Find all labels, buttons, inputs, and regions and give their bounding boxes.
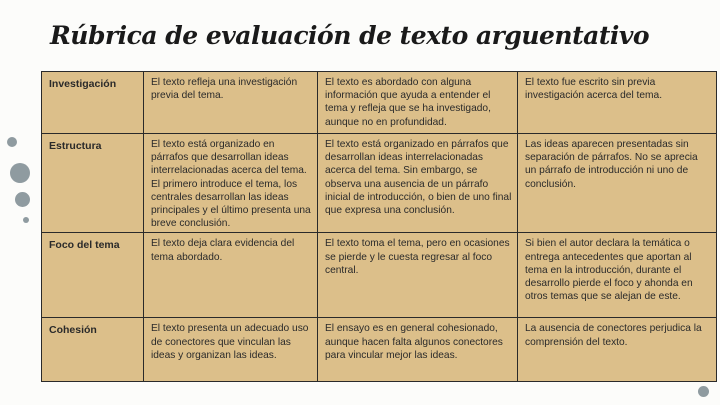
- rubric-table: [41, 71, 717, 382]
- level-cell: El texto presenta un adecuado uso de conectores que vinculan las ideas y organizan las ideas.: [144, 318, 318, 382]
- level-cell: Las ideas aparecen presentadas sin separación de párrafos. No se aprecia un párrafo de introducción ni uno de conclusión.: [518, 134, 717, 233]
- decorative-dot: [23, 217, 29, 223]
- level-cell: El texto fue escrito sin previa investigación acerca del tema.: [518, 72, 717, 134]
- level-cell: El texto es abordado con alguna información que ayuda a entender el tema y refleja que se ha investigado, aunque no en profundidad.: [318, 72, 518, 134]
- level-cell: Si bien el autor declara la temática o entrega antecedentes que aportan al tema en la introducción, durante el desarrollo pierde el foco y ahonda en otros temas que se alejan de este.: [518, 233, 717, 318]
- level-cell: El texto está organizado en párrafos que desarrollan ideas interrelacionadas acerca del tema. Sin embargo, se observa una ausencia de un párrafo inicial de introducción, o bien de uno final que expresa una conclusión.: [318, 134, 518, 233]
- level-cell: El texto está organizado en párrafos que desarrollan ideas interrelacionadas acerca del tema. El primero introduce el tema, los centrales desarrollan las ideas principales y el último presenta una breve conclusión.: [144, 134, 318, 233]
- decorative-dot: [698, 386, 709, 397]
- table-row: [42, 318, 717, 382]
- decorative-dot: [7, 137, 17, 147]
- level-cell: La ausencia de conectores perjudica la comprensión del texto.: [518, 318, 717, 382]
- criterion-cell: Estructura: [42, 134, 144, 233]
- level-cell: El texto deja clara evidencia del tema abordado.: [144, 233, 318, 318]
- level-cell: El texto toma el tema, pero en ocasiones se pierde y le cuesta regresar al foco central.: [318, 233, 518, 318]
- criterion-cell: Cohesión: [42, 318, 144, 382]
- level-cell: El texto refleja una investigación previa del tema.: [144, 72, 318, 134]
- decorative-dot: [10, 163, 30, 183]
- criterion-cell: Investigación: [42, 72, 144, 134]
- table-row: [42, 72, 717, 134]
- level-cell: El ensayo es en general cohesionado, aunque hacen falta algunos conectores para vincular mejor las ideas.: [318, 318, 518, 382]
- page-title: Rúbrica de evaluación de texto arguentativo: [50, 20, 650, 50]
- table-row: [42, 134, 717, 233]
- decorative-dot: [15, 192, 30, 207]
- table-row: [42, 233, 717, 318]
- criterion-cell: Foco del tema: [42, 233, 144, 318]
